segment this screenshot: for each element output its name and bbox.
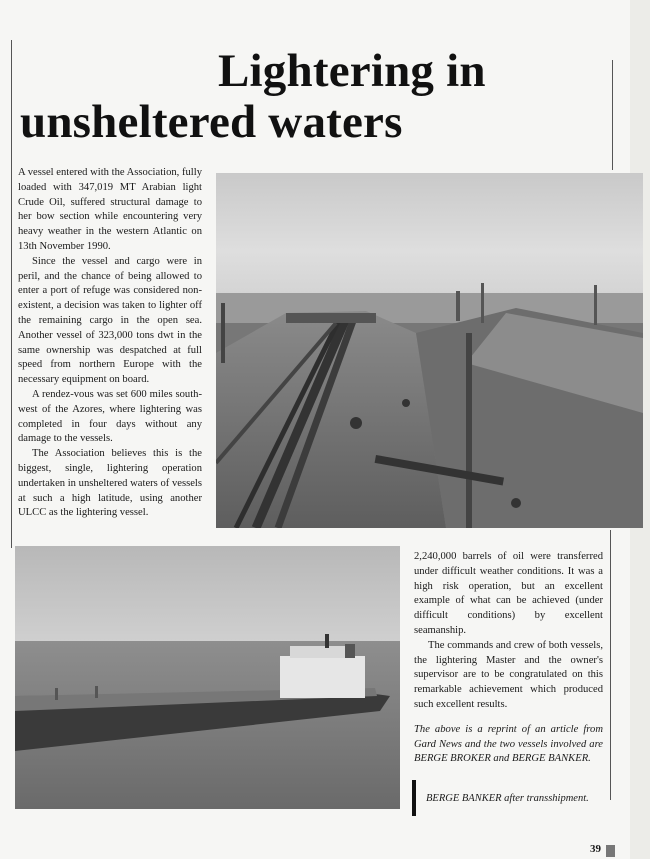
reprint-note: The above is a reprint of an article from Gard News and the two vessels involved are BERGE BROKER and BERGE BANKER. [414,723,603,765]
paragraph: A vessel entered with the Association, fully loaded with 347,019 MT Arabian light Crude Oil, suffered structural damage to her bow section while encountering very heavy weather in the western Atlantic on 13th November 1990. [18,167,202,252]
paragraph: The Association believes this is the biggest, single, lightering operation undertaken in unsheltered waters of vessels at such a high latitude, using another ULCC as the lightering vessel. [18,448,202,519]
photo-berge-banker [15,546,400,809]
left-rule [11,40,12,548]
page-marker [606,845,615,857]
paragraph: The commands and crew of both vessels, the lightering Master and the owner's supervisor are to be congratulated on this remarkable achievement which produced such excellent results. [414,639,603,710]
caption-text: BERGE BANKER after transshipment. [426,792,589,804]
article-title-line2: unsheltered waters [20,96,403,148]
right-rule [612,60,613,170]
paragraph: A rendez-vous was set 600 miles south-west of the Azores, where lightering was completed in four days without any damage to the vessels. [18,388,202,445]
article-title-line1: Lightering in [218,45,486,97]
photo-tanker-deck [216,173,643,528]
page-number: 39 [590,843,601,855]
text-column-right [414,550,603,767]
right-rule-lower [610,530,611,800]
photo-caption [412,780,589,816]
paragraph: 2,240,000 barrels of oil were transferred under difficult weather conditions. It was a high risk operation, but an excellent example of what can be achieved (under difficult conditions) by excellent seamanship. [414,551,603,636]
paragraph: Since the vessel and cargo were in peril, and the chance of being allowed to enter a port of refuge was considered non-existent, a decision was taken to lighter off the remaining cargo in the open sea. Another vessel of 323,000 tons dwt in the same ownership was despatched at full speed from northern Europe with the necessary equipment on board. [18,255,202,386]
text-column-left [18,166,202,521]
